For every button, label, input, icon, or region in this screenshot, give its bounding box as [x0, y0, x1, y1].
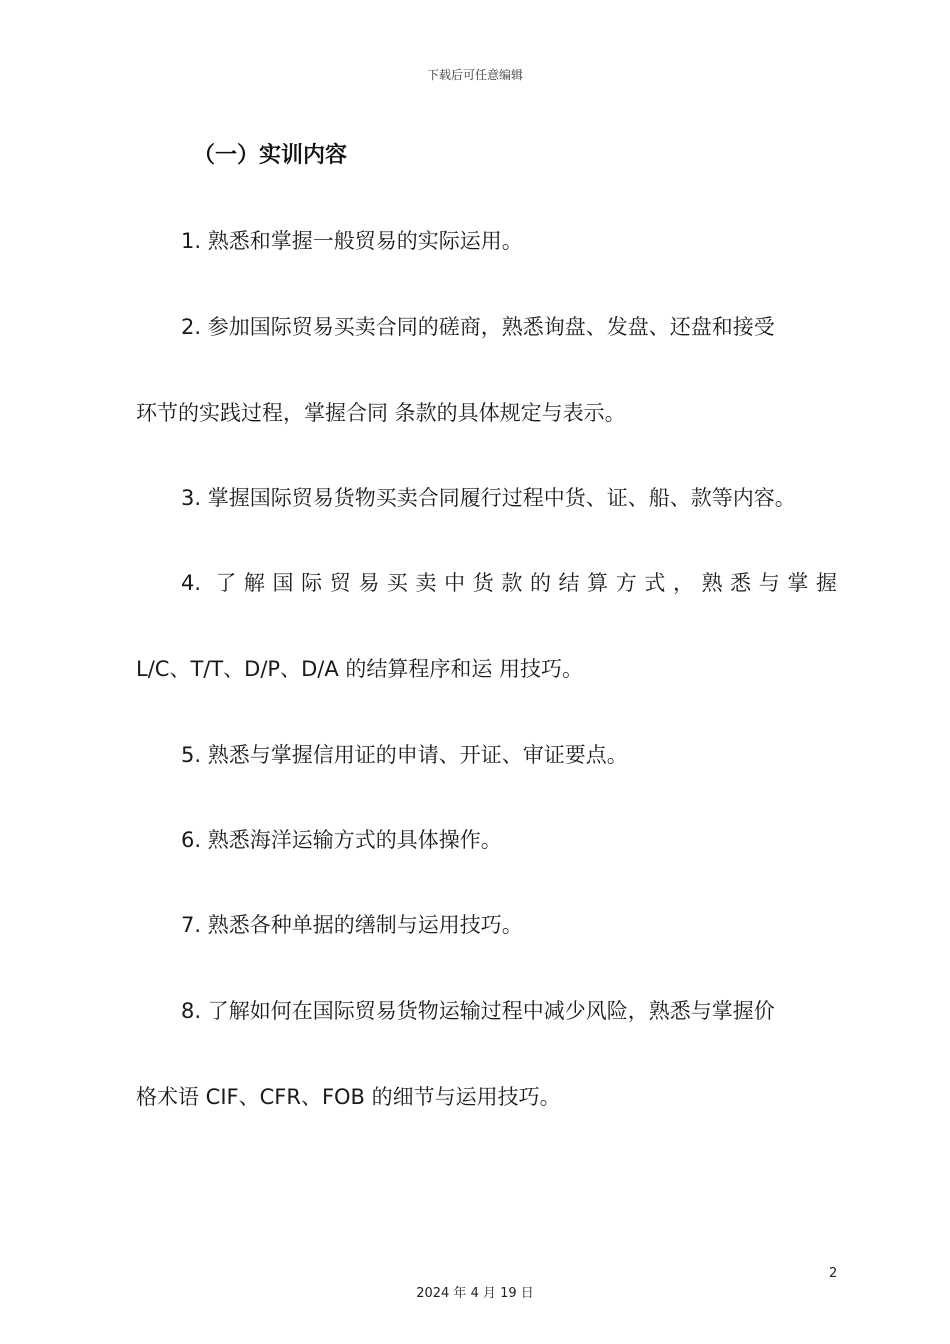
section-heading: （一）实训内容	[193, 143, 348, 168]
list-item-1: 1. 熟悉和掌握一般贸易的实际运用。	[181, 229, 523, 253]
list-item-8-line-2: 格术语 CIF、CFR、FOB 的细节与运用技巧。	[136, 1085, 561, 1109]
list-item-4-line-1: 4. 了解国际贸易买卖中货款的结算方式，熟悉与掌握	[181, 571, 837, 595]
list-item-2-line-2: 环节的实践过程，掌握合同 条款的具体规定与表示。	[136, 401, 626, 425]
page-number: 2	[829, 1266, 838, 1281]
list-item-6: 6. 熟悉海洋运输方式的具体操作。	[181, 828, 502, 852]
list-item-3: 3. 掌握国际贸易货物买卖合同履行过程中货、证、船、款等内容。	[181, 486, 796, 510]
footer-date: 2024 年 4 月 19 日	[416, 1286, 534, 1301]
page-header: 下载后可任意编辑	[426, 68, 523, 82]
list-item-5: 5. 熟悉与掌握信用证的申请、开证、审证要点。	[181, 743, 628, 767]
list-item-4-line-2: L/C、T/T、D/P、D/A 的结算程序和运 用技巧。	[136, 657, 584, 681]
list-item-7: 7. 熟悉各种单据的缮制与运用技巧。	[181, 913, 523, 937]
list-item-8-line-1: 8. 了解如何在国际贸易货物运输过程中减少风险，熟悉与掌握价	[181, 999, 775, 1023]
list-item-2-line-1: 2. 参加国际贸易买卖合同的磋商，熟悉询盘、发盘、还盘和接受	[181, 315, 775, 339]
